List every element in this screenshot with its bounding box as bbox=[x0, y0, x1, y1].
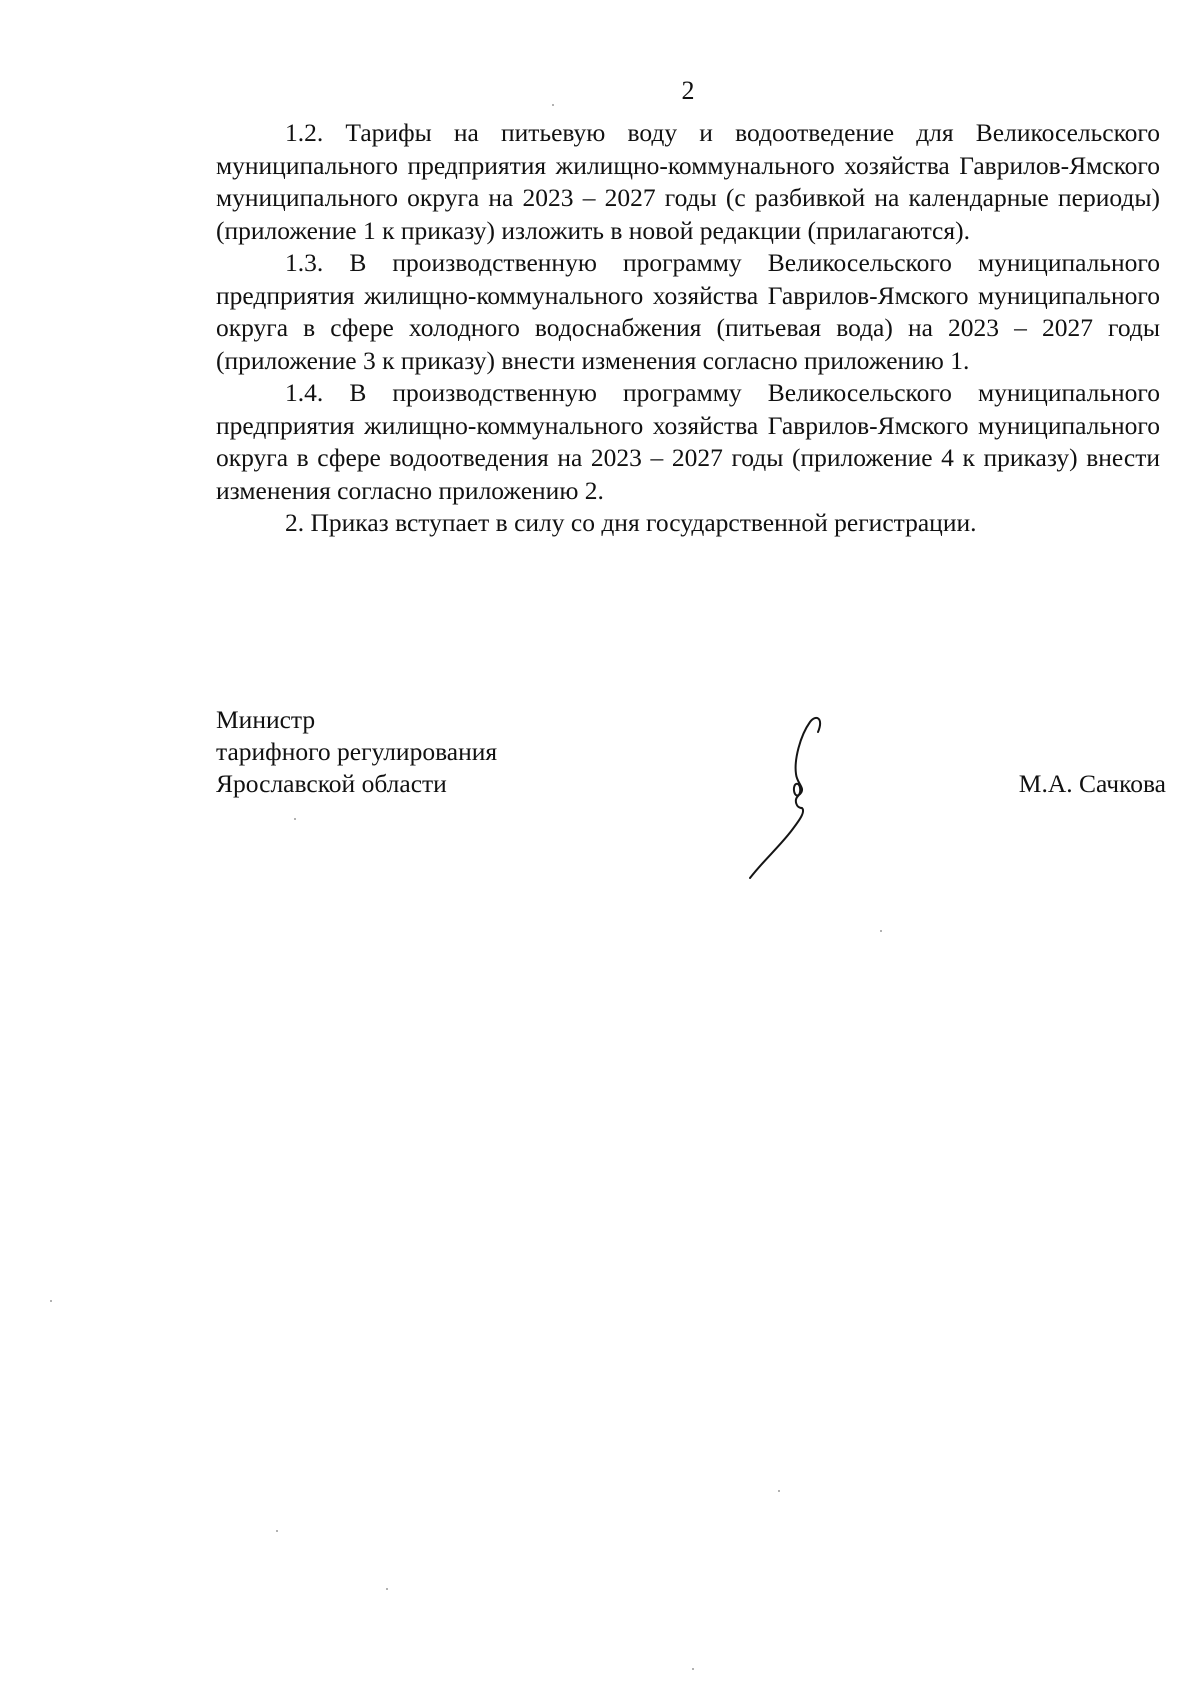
signatory-title bbox=[216, 704, 497, 800]
page-number: 2 bbox=[681, 76, 695, 105]
scan-speck bbox=[692, 1668, 694, 1670]
signature-block bbox=[216, 704, 1176, 904]
paragraph-2: 2. Приказ вступает в силу со дня государственной регистрации. bbox=[285, 508, 977, 537]
scan-speck bbox=[294, 818, 296, 820]
handwritten-signature bbox=[736, 712, 856, 882]
document-body bbox=[216, 117, 1160, 540]
scan-speck bbox=[276, 1530, 278, 1532]
paragraph-1-2: 1.2. Тарифы на питьевую воду и водоотведение для Великосельского муниципального предприятия жилищно-коммунального хозяйства Гаврилов-Ямского муниципального округа на 2023 – 2027 годы (с разбивкой на календарные периоды) (приложение 1 к приказу) изложить в новой редакции (прилагаются). bbox=[216, 118, 1160, 245]
scan-speck bbox=[880, 930, 882, 932]
signatory-title-line: Министр bbox=[216, 705, 316, 734]
signatory-name: М.А. Сачкова bbox=[1018, 769, 1166, 798]
paragraph-1-4: 1.4. В производственную программу Великосельского муниципального предприятия жилищно-коммунального хозяйства Гаврилов-Ямского муниципального округа в сфере водоотведения на 2023 – 2027 годы (приложение 4 к приказу) внести изменения согласно приложению 2. bbox=[216, 378, 1160, 505]
scan-speck bbox=[386, 1588, 388, 1590]
scan-speck bbox=[552, 104, 554, 106]
signatory-title-line: Ярославской области bbox=[216, 769, 447, 798]
scan-speck bbox=[50, 1300, 52, 1302]
signatory-title-line: тарифного регулирования bbox=[216, 737, 498, 766]
paragraph-1-3: 1.3. В производственную программу Великосельского муниципального предприятия жилищно-коммунального хозяйства Гаврилов-Ямского муниципального округа в сфере холодного водоснабжения (питьевая вода) на 2023 – 2027 годы (приложение 3 к приказу) внести изменения согласно приложению 1. bbox=[216, 248, 1160, 375]
scan-speck bbox=[778, 1490, 780, 1492]
